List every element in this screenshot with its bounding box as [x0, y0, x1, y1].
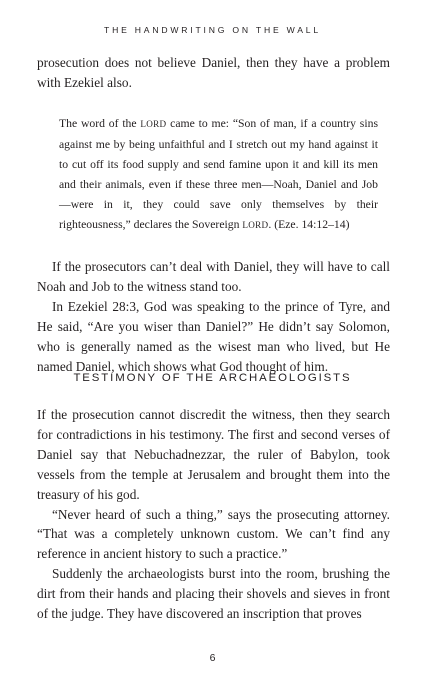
paragraph: If the prosecutors can’t deal with Daniel, they will have to call Noah and Job to the witness stand too. [37, 259, 390, 294]
paragraph: “Never heard of such a thing,” says the prosecuting attorney. “That was a completely unknown custom. We can’t find any reference in ancient history to such a practice.” [37, 506, 390, 562]
opening-text [37, 53, 390, 93]
quote-lord-1: LORD [140, 119, 167, 129]
quote-lord-2: LORD [242, 219, 269, 230]
body-text-after-heading [37, 405, 390, 624]
scripture-block-quote [59, 114, 378, 235]
body-text-before-heading [37, 257, 390, 376]
quote-part-3: . (Eze. 14:12–14) [268, 217, 350, 231]
running-head: THE HANDWRITING ON THE WALL [104, 25, 321, 35]
quote-part-1: The word of the [59, 117, 141, 130]
paragraph: Suddenly the archaeologists burst into the room, brushing the dirt from their hands and placing their shovels and sieves in front of the judge. They have discovered an inscription that proves [37, 566, 390, 622]
quote-part-2: came to me: “Son of man, if a country sins against me by being unfaithful and I stretch out my hand against it to cut off its food supply and send famine upon it and kill its men and their animals, even if these three men—Noah, Daniel and Job—were in it, they could save only themselves by their righteousness,” declares the Sovereign [59, 117, 378, 231]
opening-paragraph: prosecution does not believe Daniel, then they have a problem with Ezekiel also. [37, 55, 390, 90]
page-number: 6 [209, 652, 216, 664]
section-heading: TESTIMONY OF THE ARCHAEOLOGISTS [73, 372, 352, 384]
paragraph: If the prosecution cannot discredit the witness, then they search for contradictions in his testimony. The first and second verses of Daniel say that Nebuchadnezzar, the ruler of Babylon, took vessels from the temple at Jerusalem and brought them into the treasury of his god. [37, 407, 390, 502]
paragraph: In Ezekiel 28:3, God was speaking to the prince of Tyre, and He said, “Are you wiser than Daniel?” He didn’t say Solomon, who is generally named as the wisest man who lived, but He named Daniel, which shows what God thought of him. [37, 298, 390, 374]
